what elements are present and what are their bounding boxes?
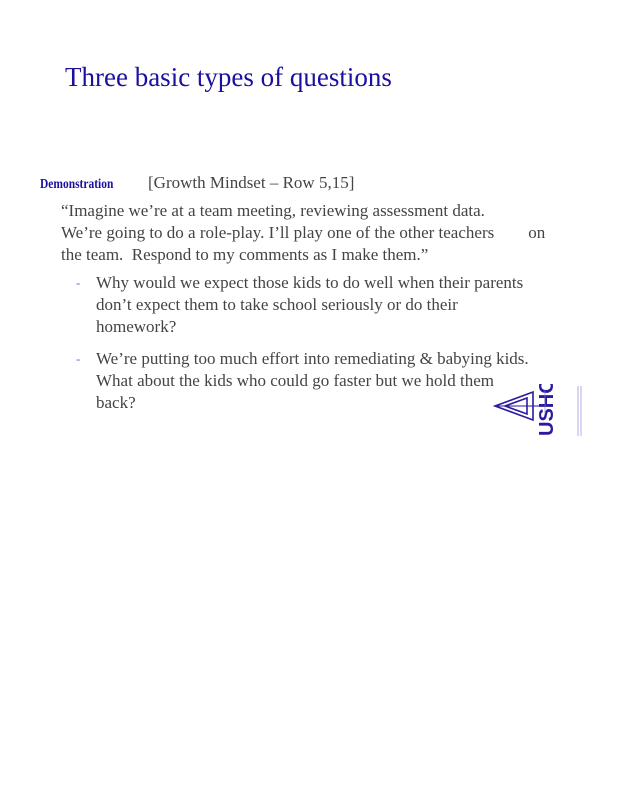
list-item-line: back? [96,393,136,412]
dash-bullet-icon: - [76,351,81,366]
logo-icon [493,384,583,440]
logo-text: USHCA [536,384,558,436]
section-label: Demonstration [40,177,114,192]
list-item-line: homework? [96,317,177,336]
slide-title: Three basic types of questions [65,62,392,92]
list-item-line: We’re putting too much effort into remediating & babying kids. [96,349,529,368]
reference-note: [Growth Mindset – Row 5,15] [148,173,355,192]
prompt-text [61,200,571,266]
dash-bullet-icon: - [76,275,81,290]
list-item [76,348,556,414]
prompt-line: the team. Respond to my comments as I make them.” [61,245,429,264]
prompt-line: We’re going to do a role-play. I’ll play one of the other teachers on [61,223,546,242]
list-item-line: What about the kids who could go faster but we hold them [96,371,494,390]
comment-list [76,272,556,424]
ushca-logo [493,384,583,440]
list-item [76,272,556,338]
prompt-line: “Imagine we’re at a team meeting, reviewing assessment data. [61,201,485,220]
list-item-line: Why would we expect those kids to do well when their parents [96,273,524,292]
list-item-line: don’t expect them to take school seriously or do their [96,295,458,314]
